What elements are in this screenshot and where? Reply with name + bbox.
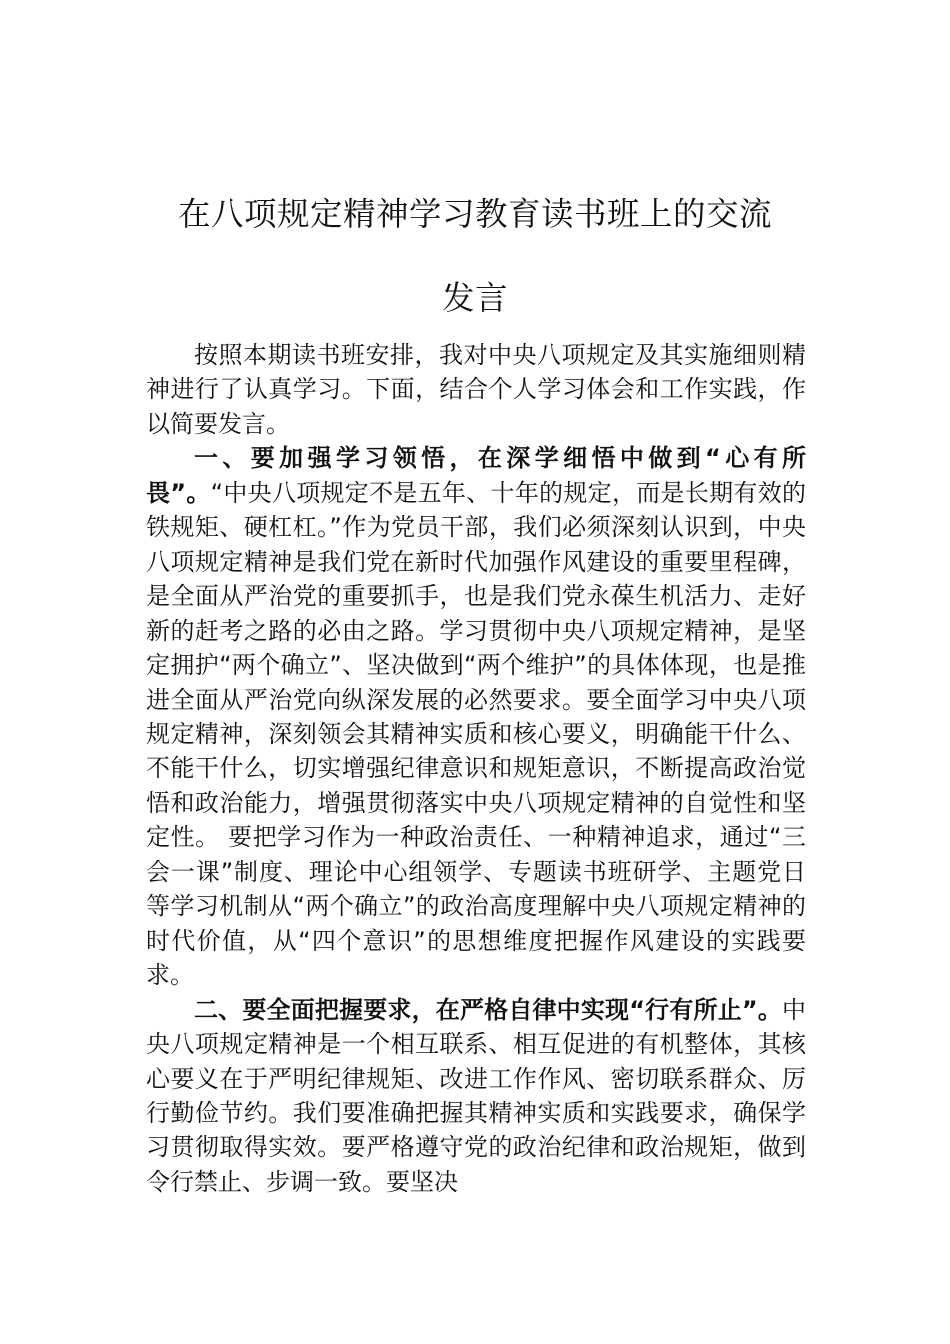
document-title — [150, 172, 800, 340]
section-1-heading: 一、要加强学习领悟，在深学细悟中做到“心有所畏”。 — [146, 444, 806, 507]
title-line-1: 在八项规定精神学习教育读书班上的交流 — [177, 195, 772, 233]
title-line-2: 发言 — [441, 279, 508, 317]
section-2-paragraph — [146, 993, 806, 1200]
document-body — [146, 338, 806, 1199]
section-1-body: “中央八项规定不是五年、十年的规定，而是长期有效的铁规矩、硬杠杠。”作为党员干部，我们必须深刻认识到，中央八项规定精神是我们党在新时代加强作风建设的重要里程碑，是全面从严治党的重要抓手，也是我们党永葆生机活力、走好新的赶考之路的必由之路。学习贯彻中央八项规定精神，是坚定拥护“两个确立”、坚决做到“两个维护”的具体体现，也是推进全面从严治党向纵深发展的必然要求。要全面学习中央八项规定精神，深刻领会其精神实质和核心要义，明确能干什么、不能干什么，切实增强纪律意识和规矩意识，不断提高政治觉悟和政治能力，增强贯彻落实中央八项规定精神的自觉性和坚定性。 要把学习作为一种政治责任、一种精神追求，通过“三会一课”制度、理论中心组领学、专题读书班研学、主题党日等学习机制从“两个确立”的政治高度理解中央八项规定精神的时代价值，从“四个意识”的思想维度把握作风建设的实践要求。 — [146, 478, 806, 990]
intro-paragraph: 按照本期读书班安排，我对中央八项规定及其实施细则精神进行了认真学习。下面，结合个人学习体会和工作实践，作以简要发言。 — [146, 341, 806, 438]
section-2-heading: 二、要全面把握要求，在严格自律中实现“行有所止”。 — [194, 995, 782, 1024]
section-1-paragraph — [146, 441, 806, 992]
section-2-body: 中央八项规定精神是一个相互联系、相互促进的有机整体，其核心要义在于严明纪律规矩、改进工作作风、密切联系群众、厉行勤俭节约。我们要准确把握其精神实质和实践要求，确保学习贯彻取得实效。要严格遵守党的政治纪律和政治规矩，做到令行禁止、步调一致。要坚决 — [146, 995, 806, 1196]
